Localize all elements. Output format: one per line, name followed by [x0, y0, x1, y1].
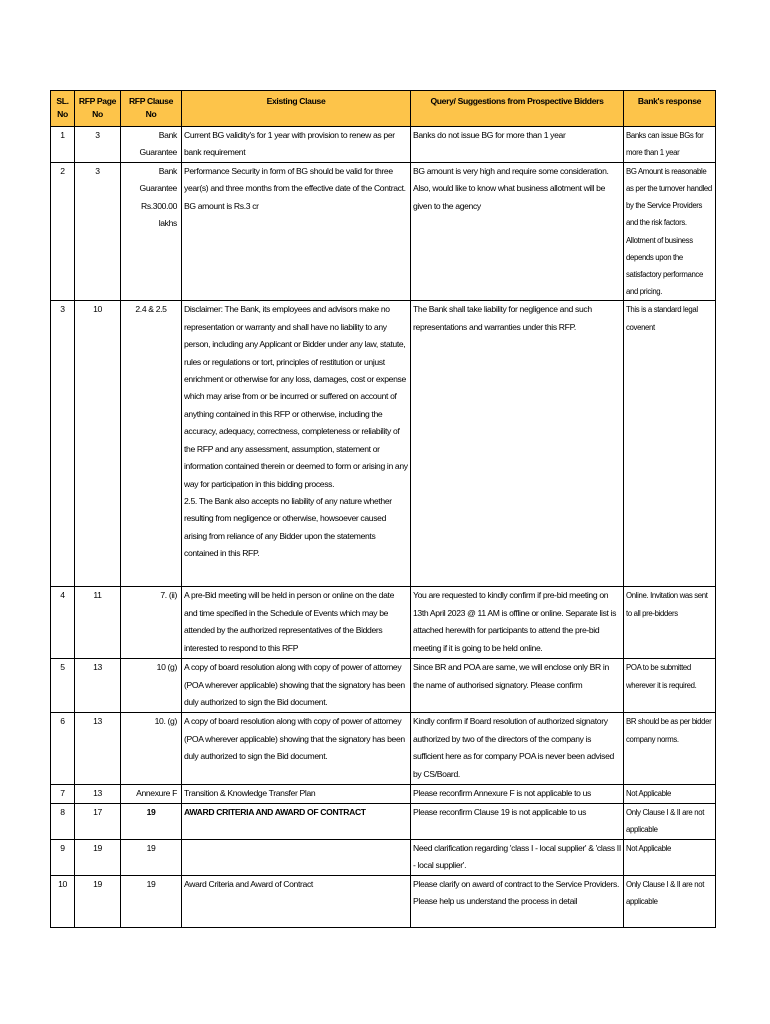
row-bank-response: Only Clause I & II are not applicable: [624, 875, 716, 927]
row-sl-no: 9: [51, 839, 75, 875]
table-row: [51, 713, 716, 785]
table-row: [51, 803, 716, 839]
row-query: BG amount is very high and require some consideration. Also, would like to know what business allotment will be given to the agency: [411, 162, 624, 301]
row-rfp-page: 19: [75, 839, 121, 875]
row-rfp-page: 13: [75, 659, 121, 713]
table-row: [51, 162, 716, 301]
row-sl-no: 6: [51, 713, 75, 785]
header-bank-response: Bank's response: [624, 91, 716, 127]
header-rfp-page-no: RFP Page No: [75, 91, 121, 127]
row-existing-clause: Award Criteria and Award of Contract: [182, 875, 411, 927]
row-existing-clause: A copy of board resolution along with copy of power of attorney (POA wherever applicable) showing that the signatory has been duly authorized to sign the Bid document.: [182, 713, 411, 785]
table-header-row: [51, 91, 716, 127]
table-row: [51, 301, 716, 587]
row-bank-response: POA to be submitted wherever it is required.: [624, 659, 716, 713]
row-query: Kindly confirm if Board resolution of authorized signatory authorized by two of the directors of the company is sufficient here as for company POA is never been advised by CS/Board.: [411, 713, 624, 785]
row-bank-response: Not Applicable: [624, 785, 716, 803]
row-rfp-clause: 19: [121, 839, 182, 875]
row-rfp-clause: Bank Guarantee: [121, 127, 182, 163]
rfp-query-table: [50, 90, 716, 928]
table-row: [51, 659, 716, 713]
row-bank-response: BR should be as per bidder company norms.: [624, 713, 716, 785]
row-existing-clause: AWARD CRITERIA AND AWARD OF CONTRACT: [182, 803, 411, 839]
row-sl-no: 2: [51, 162, 75, 301]
row-query: Need clarification regarding 'class I - local supplier' & 'class II - local supplier'.: [411, 839, 624, 875]
row-bank-response: Banks can issue BGs for more than 1 year: [624, 127, 716, 163]
row-bank-response: This is a standard legal covenent: [624, 301, 716, 587]
row-rfp-clause-cell: [121, 162, 182, 301]
header-existing-clause: Existing Clause: [182, 91, 411, 127]
row-rfp-page: 11: [75, 587, 121, 659]
row-query: The Bank shall take liability for negligence and such representations and warranties under this RFP.: [411, 301, 624, 587]
row-existing-clause: Performance Security in form of BG should be valid for three year(s) and three months from the effective date of the Contract. BG amount is Rs.3 cr: [182, 162, 411, 301]
row-sl-no: 3: [51, 301, 75, 587]
row-rfp-clause: 10. (g): [121, 713, 182, 785]
row-rfp-page: 19: [75, 875, 121, 927]
table-row: [51, 127, 716, 163]
row-sl-no: 8: [51, 803, 75, 839]
row-rfp-clause: 2.4 & 2.5: [121, 301, 182, 587]
rfp-query-document: [50, 90, 715, 928]
row-query: Please reconfirm Annexure F is not applicable to us: [411, 785, 624, 803]
row-sl-no: 1: [51, 127, 75, 163]
row-rfp-clause: Bank Guarantee Rs.300.00 lakhs: [139, 165, 177, 229]
row-query: Please clarify on award of contract to the Service Providers. Please help us understand the process in detail: [411, 875, 624, 927]
table-row: [51, 785, 716, 803]
row-bank-response: Online. Invitation was sent to all pre-bidders: [624, 587, 716, 659]
row-existing-clause: Transition & Knowledge Transfer Plan: [182, 785, 411, 803]
row-rfp-clause: 10 (g): [121, 659, 182, 713]
row-bank-response: Only Clause I & II are not applicable: [624, 803, 716, 839]
table-row: [51, 839, 716, 875]
table-row: [51, 875, 716, 927]
row-rfp-clause: 19: [121, 875, 182, 927]
row-existing-clause: A copy of board resolution along with copy of power of attorney (POA wherever applicable) showing that the signatory has been duly authorized to sign the Bid document.: [182, 659, 411, 713]
row-existing-clause: A pre-Bid meeting will be held in person or online on the date and time specified in the Schedule of Events which may be attended by the authorized representatives of the Bidders interested to respond to this RFP: [182, 587, 411, 659]
row-rfp-page: 17: [75, 803, 121, 839]
row-rfp-clause: Annexure F: [121, 785, 182, 803]
row-rfp-page: 3: [75, 127, 121, 163]
header-query: Query/ Suggestions from Prospective Bidders: [411, 91, 624, 127]
row-existing-clause: Disclaimer: The Bank, its employees and advisors make no representation or warranty and shall have no liability to any person, including any Applicant or Bidder under any law, statute, rules or regulations or tort, principles of restitution or unjust enrichment or otherwise for any loss, damages, cost or expense which may arise from or be incurred or suffered on account of anything contained in this RFP or otherwise, including the accuracy, adequacy, correctness, completeness or reliability of the RFP and any assessment, assumption, statement or information contained therein or deemed to form or arising in any way for participation in this bidding process. 2.5. The Bank also accepts no liability of any nature whether resulting from negligence or otherwise, howsoever caused arising from reliance of any Bidder upon the statements contained in this RFP.: [184, 304, 408, 559]
row-rfp-page: 13: [75, 713, 121, 785]
row-query: You are requested to kindly confirm if pre-bid meeting on 13th April 2023 @ 11 AM is offline or online. Separate list is attached herewith for participants to attend the pre-bid meeting if it is going to be held online.: [411, 587, 624, 659]
row-query: Banks do not issue BG for more than 1 year: [411, 127, 624, 163]
row-rfp-clause: 19: [121, 803, 182, 839]
row-sl-no: 7: [51, 785, 75, 803]
row-sl-no: 4: [51, 587, 75, 659]
row-rfp-clause: 7. (ii): [121, 587, 182, 659]
table-row: [51, 587, 716, 659]
row-existing-clause-cell: [182, 301, 411, 587]
row-rfp-page: 13: [75, 785, 121, 803]
row-sl-no: 5: [51, 659, 75, 713]
row-sl-no: 10: [51, 875, 75, 927]
row-existing-clause: [182, 839, 411, 875]
row-rfp-page: 3: [75, 162, 121, 301]
row-query: Please reconfirm Clause 19 is not applicable to us: [411, 803, 624, 839]
row-bank-response: Not Applicable: [624, 839, 716, 875]
header-rfp-clause-no: RFP Clause No: [121, 91, 182, 127]
row-existing-clause: Current BG validity's for 1 year with provision to renew as per bank requirement: [182, 127, 411, 163]
header-sl-no: SL. No: [51, 91, 75, 127]
row-bank-response: BG Amount is reasonable as per the turnover handled by the Service Providers and the risk factors. Allotment of business depends upon the satisfactory performance and pricing.: [624, 162, 716, 301]
row-rfp-page: 10: [75, 301, 121, 587]
row-query: Since BR and POA are same, we will enclose only BR in the name of authorised signatory. Please confirm: [411, 659, 624, 713]
